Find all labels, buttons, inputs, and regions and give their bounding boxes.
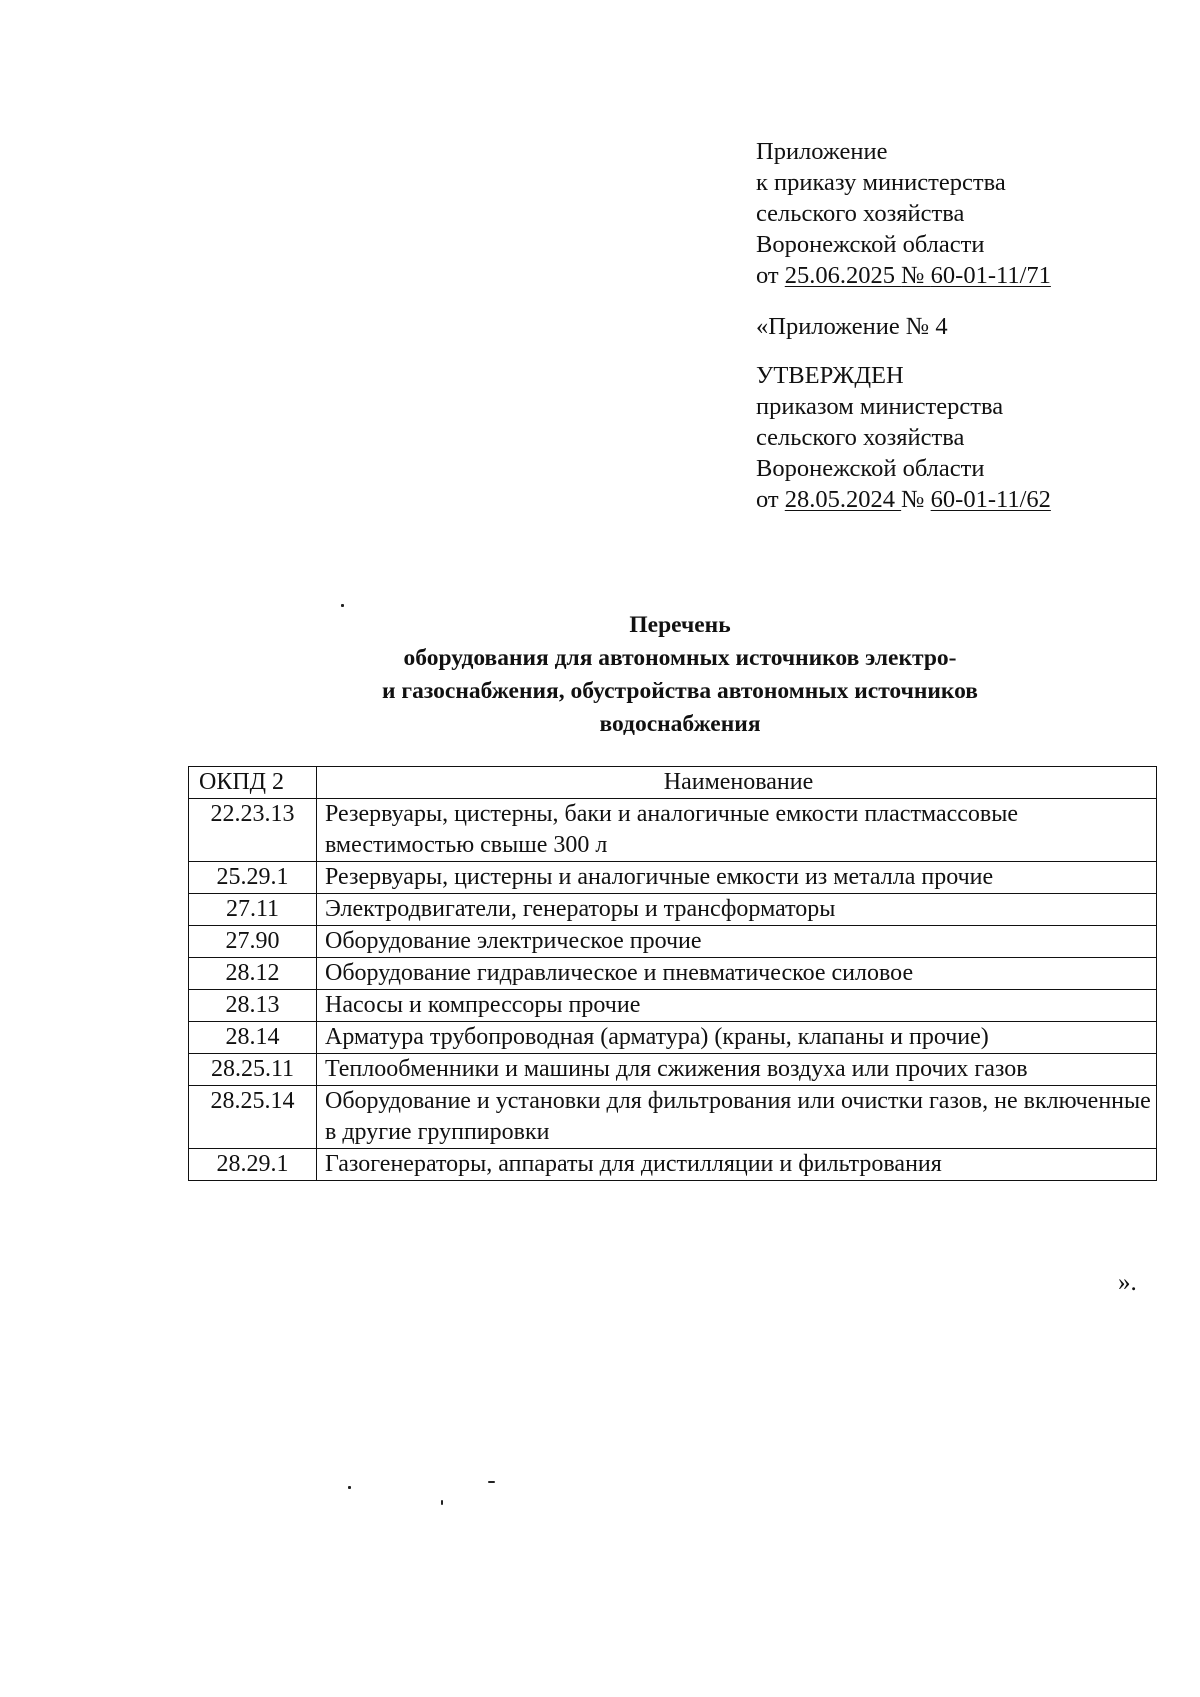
closing-quote: ».	[1118, 1269, 1137, 1296]
approved-number-sign: №	[901, 486, 931, 513]
header-name: Наименование	[317, 767, 1157, 799]
approved-ministry: сельского хозяйства	[756, 424, 965, 451]
row-name: Газогенераторы, аппараты для дистилляции и фильтрования	[317, 1149, 1157, 1181]
appendix-order-ref: к приказу министерства	[756, 169, 1006, 196]
scan-speck	[441, 1500, 443, 1505]
title-line-2: оборудования для автономных источников электро-	[403, 645, 957, 671]
table-row	[189, 1054, 1157, 1086]
approved-date: 28.05.2024	[784, 486, 902, 513]
table-row	[189, 926, 1157, 958]
row-name: Оборудование гидравлическое и пневматическое силовое	[317, 958, 1157, 990]
row-code: 28.14	[189, 1022, 317, 1054]
appendix-label: Приложение	[756, 138, 888, 165]
row-name: Теплообменники и машины для сжижения воздуха или прочих газов	[317, 1054, 1157, 1086]
table-row	[189, 862, 1157, 894]
table-row	[189, 894, 1157, 926]
appendix-date-prefix: от	[756, 262, 785, 289]
scan-speck	[488, 1481, 495, 1483]
scan-speck	[341, 604, 344, 607]
row-code: 28.25.14	[189, 1086, 317, 1149]
appendix-ministry: сельского хозяйства	[756, 200, 965, 227]
approved-date-line	[756, 484, 1176, 515]
appendix-4-label: «Приложение № 4	[756, 313, 948, 340]
appendix-number-sign: №	[901, 262, 931, 289]
table-row	[189, 1022, 1157, 1054]
table-row	[189, 958, 1157, 990]
row-code: 22.23.13	[189, 799, 317, 862]
row-code: 28.12	[189, 958, 317, 990]
header-code: ОКПД 2	[189, 767, 317, 799]
row-name: Оборудование электрическое прочие	[317, 926, 1157, 958]
row-code: 25.29.1	[189, 862, 317, 894]
table-row	[189, 1086, 1157, 1149]
table-row	[189, 1149, 1157, 1181]
title-line-4: водоснабжения	[599, 711, 761, 737]
row-code: 28.29.1	[189, 1149, 317, 1181]
appendix-date: 25.06.2025	[784, 262, 902, 289]
row-name: Электродвигатели, генераторы и трансформаторы	[317, 894, 1157, 926]
table-row	[189, 799, 1157, 862]
approved-heading: УТВЕРЖДЕН	[756, 362, 904, 389]
appendix-number: 60-01-11/71	[930, 262, 1051, 289]
approved-order-ref: приказом министерства	[756, 393, 1004, 420]
appendix-region: Воронежской области	[756, 231, 985, 258]
row-code: 28.25.11	[189, 1054, 317, 1086]
row-name: Резервуары, цистерны и аналогичные емкости из металла прочие	[317, 862, 1157, 894]
appendix-date-line	[756, 260, 1176, 291]
row-code: 27.90	[189, 926, 317, 958]
row-name: Оборудование и установки для фильтрования или очистки газов, не включенные в другие группировки	[317, 1086, 1157, 1149]
scan-speck	[348, 1486, 351, 1489]
appendix-header	[756, 136, 1176, 515]
row-name: Арматура трубопроводная (арматура) (краны, клапаны и прочие)	[317, 1022, 1157, 1054]
table-row	[189, 990, 1157, 1022]
table-header-row	[189, 767, 1157, 799]
row-code: 27.11	[189, 894, 317, 926]
approved-date-prefix: от	[756, 486, 785, 513]
row-name: Резервуары, цистерны, баки и аналогичные емкости пластмассовые вместимостью свыше 300 л	[317, 799, 1157, 862]
document-title	[200, 609, 1160, 741]
approved-region: Воронежской области	[756, 455, 985, 482]
title-line-3: и газоснабжения, обустройства автономных источников	[382, 678, 978, 704]
approved-number: 60-01-11/62	[930, 486, 1051, 513]
title-line-1: Перечень	[629, 612, 731, 638]
row-code: 28.13	[189, 990, 317, 1022]
equipment-table	[188, 766, 1157, 1181]
row-name: Насосы и компрессоры прочие	[317, 990, 1157, 1022]
